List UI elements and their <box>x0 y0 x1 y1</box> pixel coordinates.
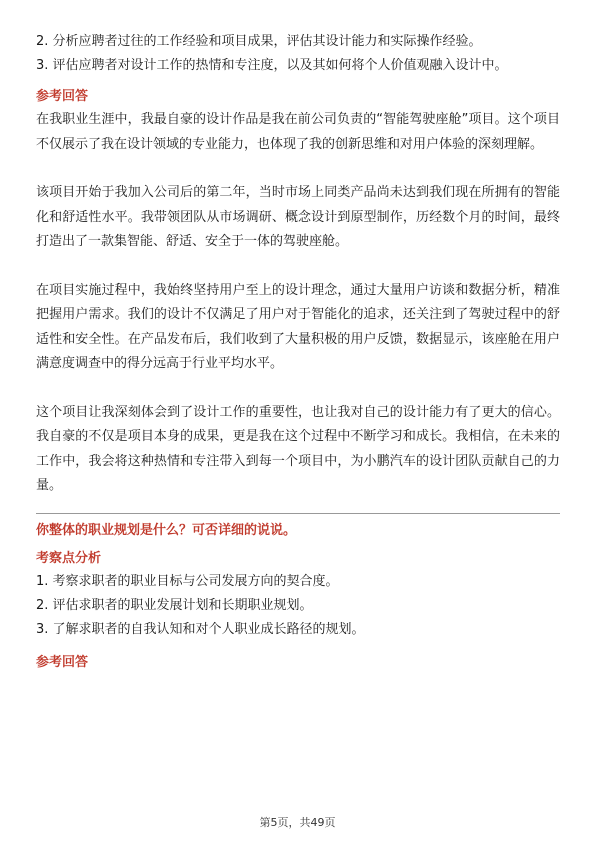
document-page <box>36 30 560 674</box>
paragraph-spacer <box>36 157 560 181</box>
reference-answer-heading-2: 参考回答 <box>36 654 89 670</box>
criteria-item-3: 3. 评估应聘者对设计工作的热情和专注度，以及其如何将个人价值观融入设计中。 <box>36 58 508 73</box>
answer-paragraph-2: 该项目开始于我加入公司后的第二年，当时市场上同类产品尚未达到我们现在所拥有的智能化和舒适性水平。我带领团队从市场调研、概念设计到原型制作，历经数个月的时间，最终打造出了一款集智能、舒适、安全于一体的驾驶座舱。 <box>36 185 560 249</box>
answer-paragraph-4: 这个项目让我深刻体会到了设计工作的重要性，也让我对自己的设计能力有了更大的信心。我自豪的不仅是项目本身的成果，更是我在这个过程中不断学习和成长。我相信，在未来的工作中，我会将这种热情和专注带入到每一个项目中，为小鹏汽车的设计团队贡献自己的力量。 <box>36 404 560 493</box>
reference-answer-heading: 参考回答 <box>36 89 89 104</box>
interview-question: 你整体的职业规划是什么？可否详细的说说。 <box>36 522 297 538</box>
paragraph-spacer <box>36 377 560 401</box>
criteria-item-2: 2. 分析应聘者过往的工作经验和项目成果，评估其设计能力和实际操作经验。 <box>36 34 482 49</box>
analysis-item-2: 2. 评估求职者的职业发展计划和长期职业规划。 <box>36 597 313 613</box>
answer-paragraph-1: 在我职业生涯中，我最自豪的设计作品是我在前公司负责的“智能驾驶座舱”项目。这个项目不仅展示了我在设计领域的专业能力，也体现了我的创新思维和对用户体验的深刻理解。 <box>36 112 560 152</box>
answer-paragraph-3: 在项目实施过程中，我始终坚持用户至上的设计理念，通过大量用户访谈和数据分析，精准把握用户需求。我们的设计不仅满足了用户对于智能化的追求，还关注到了驾驶过程中的舒适性和安全性。在产品发布后，我们收到了大量积极的用户反馈，数据显示，该座舱在用户满意度调查中的得分远高于行业平均水平。 <box>36 282 560 371</box>
analysis-item-3: 3. 了解求职者的自我认知和对个人职业成长路径的规划。 <box>36 621 365 637</box>
section-divider <box>36 513 560 514</box>
paragraph-spacer <box>36 255 560 279</box>
analysis-item-1: 1. 考察求职者的职业目标与公司发展方向的契合度。 <box>36 573 339 589</box>
page-number: 第5页，共49页 <box>259 816 336 829</box>
analysis-heading: 考察点分析 <box>36 550 102 566</box>
